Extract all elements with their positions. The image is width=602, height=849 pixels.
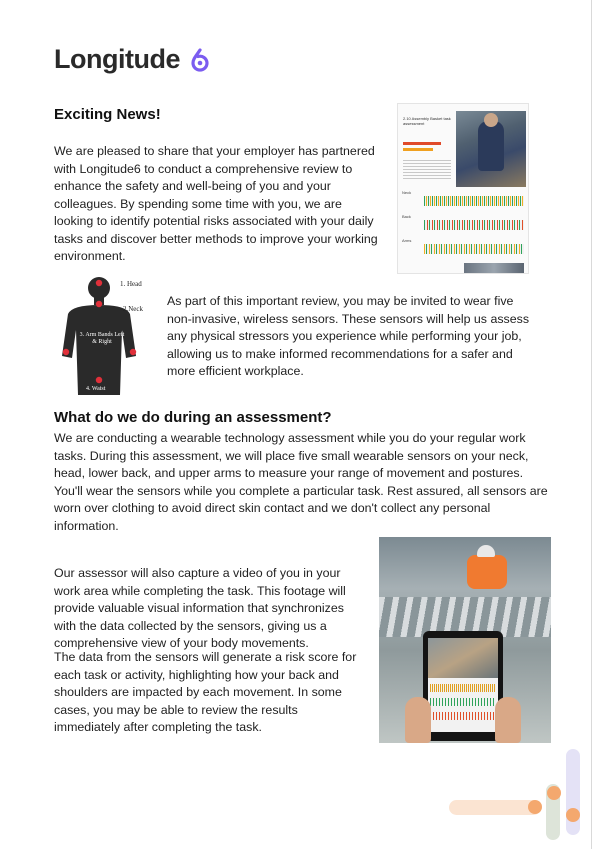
label-waist: 4. Waist [86,386,106,392]
row-label-neck: Neck [402,190,412,195]
tablet-wave-3 [430,712,496,720]
risk-paragraph: The data from the sensors will generate a risk score for each task or activity, highlighting how your back and shoulders are impacted by each movement. In some cases, you may be able to review the results immediately after completing the task. [54,650,357,734]
footer-deco-bar-lavender [566,749,580,835]
wave-row-back [398,214,528,232]
worker-hardhat [477,545,495,557]
footer-deco-dot-2 [547,786,561,800]
longitude-six-logo-icon [186,46,214,74]
footer-deco-dot-1 [528,800,542,814]
row-label-arms: Arms [402,238,412,243]
assessment-paragraph: We are conducting a wearable technology assessment while you do your regular work tasks. During this assessment, we will place five small wearable sensors on your neck, head, lower back, and upper arms to measure your range of movement and postures. You'll wear the sensors while you complete a particular task. Rest assured, all sensors are worn over clothing to avoid direct skin contact and we don't collect any personal information. [54,431,548,533]
footer-deco-dot-3 [566,808,580,822]
worker-head [484,113,498,127]
brand-name: Longitude [54,44,180,74]
label-neck: 2.Neck [123,305,144,313]
wave-row-neck [398,190,528,208]
worker-hivis-vest [467,555,507,589]
arms-wave [424,244,524,254]
risk-bar-medium [403,148,433,151]
dashboard-title: 2.10 Assembly Basket task assessment [403,116,451,126]
tablet-wave-2 [430,698,496,706]
tablet-wave-1 [430,684,496,692]
row-label-back: Back [402,214,411,219]
worker-photo [456,111,526,187]
risk-bar-high [403,142,441,145]
tablet-device [423,631,503,741]
sensor-body-diagram [54,274,147,395]
intro-paragraph: We are pleased to share that your employer has partnered with Longitude6 to conduct a comprehensive review to enhance the safety and well-being of you and your colleagues. By spending some time with you, we are looking to identify potential risks associated with your daily tasks and discover better methods to improve your working environment. [54,144,378,263]
right-hand [495,697,521,743]
video-paragraph: Our assessor will also capture a video of you in your work area while completing the task. This footage will provide valuable visual information that synchronizes with the data collected by the sensors, giving us a comprehensive view of your body movements. [54,566,346,650]
sensor-paragraph: As part of this important review, you may be invited to wear five non-invasive, wireless sensors. These sensors will help us assess any physical stressors you experience while performing your job, allowing us to make informed recommendations for a safer and more efficient workplace. [167,294,530,378]
dashboard-stat-lines [403,158,451,180]
worker-tablet-photo [379,537,551,743]
news-heading: Exciting News! [54,106,161,123]
brand-logo [54,44,214,75]
dashboard-screenshot [397,103,529,274]
tablet-screen [428,638,498,732]
label-head: 1. Head [120,280,142,288]
worker-figure [478,121,504,171]
assessment-heading: What do we do during an assessment? [54,409,332,426]
label-arm-bands: 3. Arm Bands Left & Right [79,332,125,345]
tablet-video-frame [428,638,498,678]
wave-row-arms [398,238,528,256]
left-hand [405,697,431,743]
thumbnail-strip [464,263,524,273]
neck-wave [424,196,524,206]
back-wave [424,220,524,230]
